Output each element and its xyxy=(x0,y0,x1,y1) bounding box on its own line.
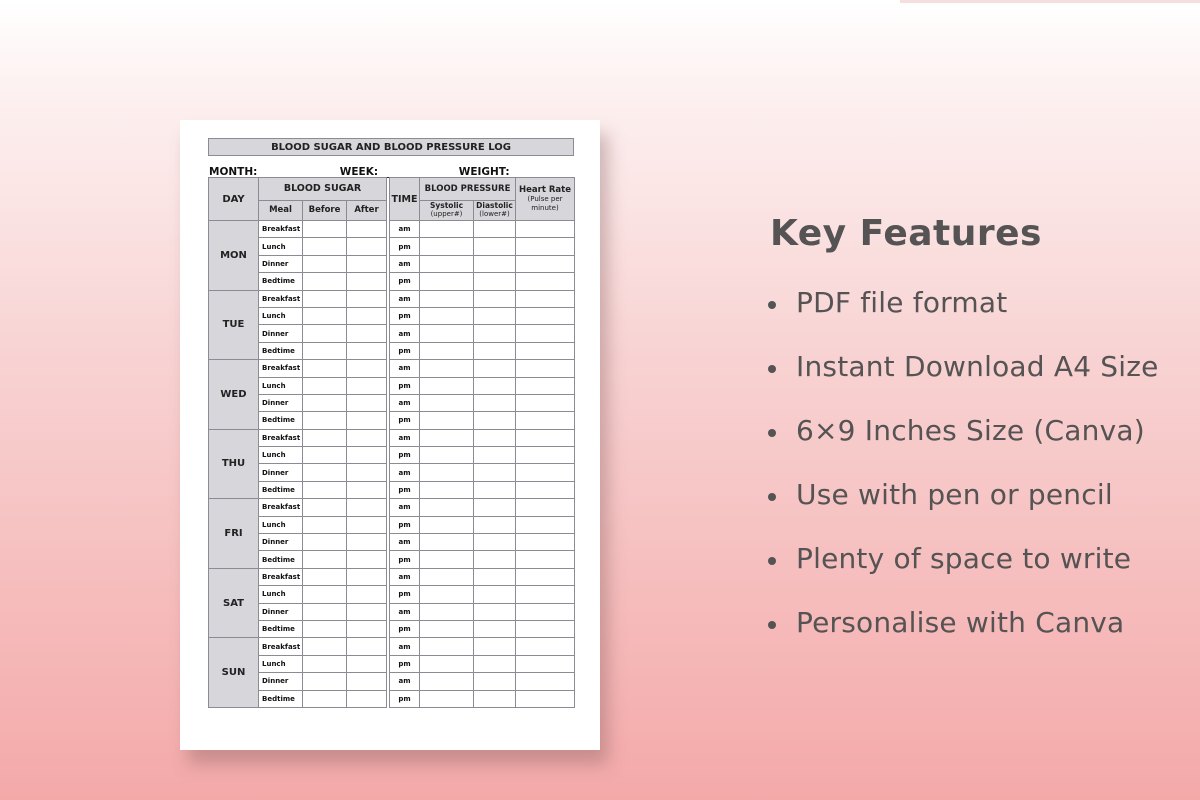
diastolic-cell[interactable] xyxy=(474,603,516,620)
sugar-after-cell[interactable] xyxy=(347,447,387,464)
meal-label: Breakfast xyxy=(259,221,303,238)
time-label: pm xyxy=(390,481,420,498)
time-label: am xyxy=(390,255,420,272)
systolic-cell[interactable] xyxy=(420,551,474,568)
feature-text: PDF file format xyxy=(796,286,1008,319)
sugar-after-cell[interactable] xyxy=(347,534,387,551)
feature-text: Plenty of space to write xyxy=(796,542,1132,575)
log-title: BLOOD SUGAR AND BLOOD PRESSURE LOG xyxy=(208,138,574,156)
sugar-before-cell[interactable] xyxy=(303,638,347,655)
meal-label: Bedtime xyxy=(259,412,303,429)
sugar-before-cell[interactable] xyxy=(303,551,347,568)
diastolic-cell[interactable] xyxy=(474,221,516,238)
log-row xyxy=(209,221,575,238)
feature-text: 6×9 Inches Size (Canva) xyxy=(796,414,1145,447)
log-row xyxy=(209,290,575,307)
header-blood-pressure: BLOOD PRESSURE xyxy=(420,178,516,201)
diastolic-cell[interactable] xyxy=(474,620,516,637)
systolic-cell[interactable] xyxy=(420,586,474,603)
heart-rate-cell[interactable] xyxy=(516,394,575,411)
feature-text: Use with pen or pencil xyxy=(796,478,1113,511)
header-systolic xyxy=(420,200,474,220)
heart-rate-cell[interactable] xyxy=(516,238,575,255)
sugar-after-cell[interactable] xyxy=(347,377,387,394)
heart-rate-cell[interactable] xyxy=(516,481,575,498)
meal-label: Lunch xyxy=(259,238,303,255)
log-row xyxy=(209,273,575,290)
systolic-cell[interactable] xyxy=(420,481,474,498)
systolic-cell[interactable] xyxy=(420,360,474,377)
heart-rate-cell[interactable] xyxy=(516,290,575,307)
diastolic-cell[interactable] xyxy=(474,238,516,255)
heart-rate-cell[interactable] xyxy=(516,429,575,446)
sugar-after-cell[interactable] xyxy=(347,255,387,272)
diastolic-cell[interactable] xyxy=(474,568,516,585)
feature-item xyxy=(768,350,1159,414)
sugar-after-cell[interactable] xyxy=(347,221,387,238)
header-systolic-sub: (upper#) xyxy=(430,210,463,219)
sugar-after-cell[interactable] xyxy=(347,655,387,672)
meal-label: Bedtime xyxy=(259,690,303,707)
time-label: am xyxy=(390,290,420,307)
sugar-after-cell[interactable] xyxy=(347,516,387,533)
time-label: pm xyxy=(390,307,420,324)
sugar-after-cell[interactable] xyxy=(347,673,387,690)
sugar-before-cell[interactable] xyxy=(303,655,347,672)
diastolic-cell[interactable] xyxy=(474,255,516,272)
log-row xyxy=(209,360,575,377)
heart-rate-cell[interactable] xyxy=(516,568,575,585)
systolic-cell[interactable] xyxy=(420,255,474,272)
sugar-after-cell[interactable] xyxy=(347,429,387,446)
header-heart-rate-label: Heart Rate xyxy=(519,185,571,195)
meal-label: Lunch xyxy=(259,307,303,324)
heart-rate-cell[interactable] xyxy=(516,273,575,290)
log-row xyxy=(209,429,575,446)
systolic-cell[interactable] xyxy=(420,603,474,620)
key-features-title: Key Features xyxy=(770,213,1042,254)
header-time: TIME xyxy=(390,178,420,221)
sugar-before-cell[interactable] xyxy=(303,221,347,238)
systolic-cell[interactable] xyxy=(420,499,474,516)
diastolic-cell[interactable] xyxy=(474,655,516,672)
meal-label: Dinner xyxy=(259,394,303,411)
log-row xyxy=(209,620,575,637)
key-features-list xyxy=(768,286,1159,670)
sugar-before-cell[interactable] xyxy=(303,464,347,481)
day-label: TUE xyxy=(209,290,259,360)
meal-label: Breakfast xyxy=(259,429,303,446)
feature-item xyxy=(768,478,1159,542)
diastolic-cell[interactable] xyxy=(474,516,516,533)
header-heart-rate xyxy=(516,178,575,221)
sugar-after-cell[interactable] xyxy=(347,325,387,342)
log-row xyxy=(209,499,575,516)
sugar-before-cell[interactable] xyxy=(303,394,347,411)
heart-rate-cell[interactable] xyxy=(516,325,575,342)
meal-label: Bedtime xyxy=(259,273,303,290)
feature-item xyxy=(768,286,1159,350)
sugar-after-cell[interactable] xyxy=(347,551,387,568)
sugar-after-cell[interactable] xyxy=(347,307,387,324)
meal-label: Lunch xyxy=(259,516,303,533)
time-label: am xyxy=(390,534,420,551)
diastolic-cell[interactable] xyxy=(474,447,516,464)
time-label: am xyxy=(390,673,420,690)
header-day: DAY xyxy=(209,178,259,221)
sugar-before-cell[interactable] xyxy=(303,499,347,516)
diastolic-cell[interactable] xyxy=(474,325,516,342)
systolic-cell[interactable] xyxy=(420,429,474,446)
log-row xyxy=(209,342,575,359)
sugar-after-cell[interactable] xyxy=(347,499,387,516)
sugar-before-cell[interactable] xyxy=(303,273,347,290)
heart-rate-cell[interactable] xyxy=(516,499,575,516)
diastolic-cell[interactable] xyxy=(474,690,516,707)
diastolic-cell[interactable] xyxy=(474,412,516,429)
sugar-before-cell[interactable] xyxy=(303,412,347,429)
meal-label: Dinner xyxy=(259,673,303,690)
bullet-icon xyxy=(768,429,776,437)
time-label: pm xyxy=(390,620,420,637)
sugar-before-cell[interactable] xyxy=(303,447,347,464)
sugar-after-cell[interactable] xyxy=(347,690,387,707)
sugar-after-cell[interactable] xyxy=(347,638,387,655)
systolic-cell[interactable] xyxy=(420,325,474,342)
sugar-before-cell[interactable] xyxy=(303,481,347,498)
sugar-before-cell[interactable] xyxy=(303,586,347,603)
sugar-before-cell[interactable] xyxy=(303,568,347,585)
heart-rate-cell[interactable] xyxy=(516,377,575,394)
diastolic-cell[interactable] xyxy=(474,464,516,481)
meal-label: Dinner xyxy=(259,603,303,620)
time-label: pm xyxy=(390,238,420,255)
sugar-before-cell[interactable] xyxy=(303,516,347,533)
diastolic-cell[interactable] xyxy=(474,360,516,377)
heart-rate-cell[interactable] xyxy=(516,551,575,568)
time-label: am xyxy=(390,499,420,516)
log-row xyxy=(209,534,575,551)
systolic-cell[interactable] xyxy=(420,638,474,655)
log-row xyxy=(209,551,575,568)
log-row xyxy=(209,655,575,672)
heart-rate-cell[interactable] xyxy=(516,307,575,324)
diastolic-cell[interactable] xyxy=(474,394,516,411)
log-row xyxy=(209,516,575,533)
time-label: pm xyxy=(390,377,420,394)
diastolic-cell[interactable] xyxy=(474,499,516,516)
systolic-cell[interactable] xyxy=(420,377,474,394)
diastolic-cell[interactable] xyxy=(474,551,516,568)
diastolic-cell[interactable] xyxy=(474,429,516,446)
time-label: pm xyxy=(390,655,420,672)
diastolic-cell[interactable] xyxy=(474,273,516,290)
systolic-cell[interactable] xyxy=(420,620,474,637)
systolic-cell[interactable] xyxy=(420,516,474,533)
diastolic-cell[interactable] xyxy=(474,638,516,655)
sugar-before-cell[interactable] xyxy=(303,342,347,359)
day-label: SUN xyxy=(209,638,259,708)
systolic-cell[interactable] xyxy=(420,568,474,585)
bullet-icon xyxy=(768,621,776,629)
log-row xyxy=(209,586,575,603)
systolic-cell[interactable] xyxy=(420,307,474,324)
heart-rate-cell[interactable] xyxy=(516,620,575,637)
diastolic-cell[interactable] xyxy=(474,307,516,324)
systolic-cell[interactable] xyxy=(420,290,474,307)
diastolic-cell[interactable] xyxy=(474,342,516,359)
meal-label: Lunch xyxy=(259,586,303,603)
heart-rate-cell[interactable] xyxy=(516,464,575,481)
log-row xyxy=(209,255,575,272)
sugar-after-cell[interactable] xyxy=(347,412,387,429)
heart-rate-cell[interactable] xyxy=(516,638,575,655)
meal-label: Breakfast xyxy=(259,360,303,377)
time-label: am xyxy=(390,568,420,585)
header-heart-rate-sub: (Pulse per minute) xyxy=(527,195,563,212)
meal-label: Dinner xyxy=(259,255,303,272)
log-row xyxy=(209,638,575,655)
sugar-after-cell[interactable] xyxy=(347,342,387,359)
time-label: am xyxy=(390,221,420,238)
heart-rate-cell[interactable] xyxy=(516,690,575,707)
sugar-before-cell[interactable] xyxy=(303,534,347,551)
meal-label: Breakfast xyxy=(259,568,303,585)
sugar-before-cell[interactable] xyxy=(303,290,347,307)
week-label: WEEK: xyxy=(339,166,379,178)
heart-rate-cell[interactable] xyxy=(516,655,575,672)
heart-rate-cell[interactable] xyxy=(516,342,575,359)
sugar-before-cell[interactable] xyxy=(303,690,347,707)
heart-rate-cell[interactable] xyxy=(516,360,575,377)
diastolic-cell[interactable] xyxy=(474,481,516,498)
log-row xyxy=(209,394,575,411)
meal-label: Bedtime xyxy=(259,551,303,568)
sugar-after-cell[interactable] xyxy=(347,464,387,481)
heart-rate-cell[interactable] xyxy=(516,534,575,551)
log-row xyxy=(209,481,575,498)
meal-label: Breakfast xyxy=(259,499,303,516)
time-label: pm xyxy=(390,586,420,603)
log-table xyxy=(208,177,575,708)
systolic-cell[interactable] xyxy=(420,221,474,238)
systolic-cell[interactable] xyxy=(420,447,474,464)
diastolic-cell[interactable] xyxy=(474,673,516,690)
feature-text: Instant Download A4 Size xyxy=(796,350,1159,383)
sugar-before-cell[interactable] xyxy=(303,238,347,255)
systolic-cell[interactable] xyxy=(420,534,474,551)
sugar-after-cell[interactable] xyxy=(347,620,387,637)
sugar-after-cell[interactable] xyxy=(347,394,387,411)
diastolic-cell[interactable] xyxy=(474,586,516,603)
diastolic-cell[interactable] xyxy=(474,534,516,551)
top-decor-strip xyxy=(900,0,1200,3)
systolic-cell[interactable] xyxy=(420,238,474,255)
time-label: pm xyxy=(390,551,420,568)
time-label: pm xyxy=(390,342,420,359)
log-row xyxy=(209,377,575,394)
sugar-before-cell[interactable] xyxy=(303,620,347,637)
header-before: Before xyxy=(303,200,347,220)
time-label: pm xyxy=(390,516,420,533)
systolic-cell[interactable] xyxy=(420,655,474,672)
diastolic-cell[interactable] xyxy=(474,377,516,394)
heart-rate-cell[interactable] xyxy=(516,516,575,533)
bullet-icon xyxy=(768,365,776,373)
bullet-icon xyxy=(768,301,776,309)
time-label: am xyxy=(390,360,420,377)
sugar-after-cell[interactable] xyxy=(347,360,387,377)
day-label: WED xyxy=(209,360,259,430)
time-label: am xyxy=(390,638,420,655)
heart-rate-cell[interactable] xyxy=(516,603,575,620)
meal-label: Dinner xyxy=(259,534,303,551)
time-label: pm xyxy=(390,412,420,429)
meal-label: Dinner xyxy=(259,464,303,481)
systolic-cell[interactable] xyxy=(420,412,474,429)
systolic-cell[interactable] xyxy=(420,690,474,707)
heart-rate-cell[interactable] xyxy=(516,586,575,603)
systolic-cell[interactable] xyxy=(420,394,474,411)
time-label: am xyxy=(390,464,420,481)
header-diastolic-sub: (lower#) xyxy=(479,210,510,219)
log-row xyxy=(209,447,575,464)
diastolic-cell[interactable] xyxy=(474,290,516,307)
log-row xyxy=(209,412,575,429)
bullet-icon xyxy=(768,557,776,565)
time-label: am xyxy=(390,394,420,411)
meal-label: Lunch xyxy=(259,377,303,394)
time-label: pm xyxy=(390,690,420,707)
heart-rate-cell[interactable] xyxy=(516,255,575,272)
sugar-before-cell[interactable] xyxy=(303,360,347,377)
meal-label: Bedtime xyxy=(259,481,303,498)
weight-label: WEIGHT: xyxy=(458,166,510,178)
feature-item xyxy=(768,542,1159,606)
sugar-after-cell[interactable] xyxy=(347,273,387,290)
sugar-after-cell[interactable] xyxy=(347,238,387,255)
log-row xyxy=(209,238,575,255)
day-label: THU xyxy=(209,429,259,499)
header-systolic-label: Systolic xyxy=(429,201,464,211)
header-diastolic-label: Diastolic xyxy=(476,201,513,211)
time-label: am xyxy=(390,603,420,620)
systolic-cell[interactable] xyxy=(420,273,474,290)
sugar-before-cell[interactable] xyxy=(303,255,347,272)
meal-label: Lunch xyxy=(259,447,303,464)
sugar-before-cell[interactable] xyxy=(303,377,347,394)
meal-label: Breakfast xyxy=(259,290,303,307)
sugar-after-cell[interactable] xyxy=(347,481,387,498)
header-blood-sugar: BLOOD SUGAR xyxy=(259,178,387,201)
meal-label: Breakfast xyxy=(259,638,303,655)
heart-rate-cell[interactable] xyxy=(516,412,575,429)
systolic-cell[interactable] xyxy=(420,464,474,481)
day-label: MON xyxy=(209,221,259,291)
day-label: SAT xyxy=(209,568,259,638)
sugar-after-cell[interactable] xyxy=(347,568,387,585)
time-label: am xyxy=(390,325,420,342)
feature-text: Personalise with Canva xyxy=(796,606,1125,639)
log-row xyxy=(209,690,575,707)
sugar-after-cell[interactable] xyxy=(347,586,387,603)
sugar-after-cell[interactable] xyxy=(347,603,387,620)
log-row xyxy=(209,464,575,481)
log-meta-line xyxy=(209,162,575,178)
sugar-before-cell[interactable] xyxy=(303,325,347,342)
sugar-before-cell[interactable] xyxy=(303,673,347,690)
meal-label: Dinner xyxy=(259,325,303,342)
meal-label: Lunch xyxy=(259,655,303,672)
month-label: MONTH: xyxy=(209,166,258,178)
heart-rate-cell[interactable] xyxy=(516,221,575,238)
meal-label: Bedtime xyxy=(259,342,303,359)
feature-item xyxy=(768,414,1159,478)
sugar-before-cell[interactable] xyxy=(303,603,347,620)
header-after: After xyxy=(347,200,387,220)
feature-item xyxy=(768,606,1159,670)
log-row xyxy=(209,673,575,690)
log-sheet-preview xyxy=(180,120,600,750)
time-label: pm xyxy=(390,273,420,290)
systolic-cell[interactable] xyxy=(420,673,474,690)
log-row xyxy=(209,307,575,324)
systolic-cell[interactable] xyxy=(420,342,474,359)
bullet-icon xyxy=(768,493,776,501)
log-row xyxy=(209,568,575,585)
day-label: FRI xyxy=(209,499,259,569)
header-meal: Meal xyxy=(259,200,303,220)
sugar-after-cell[interactable] xyxy=(347,290,387,307)
time-label: pm xyxy=(390,447,420,464)
sugar-before-cell[interactable] xyxy=(303,307,347,324)
heart-rate-cell[interactable] xyxy=(516,673,575,690)
time-label: am xyxy=(390,429,420,446)
sugar-before-cell[interactable] xyxy=(303,429,347,446)
meal-label: Bedtime xyxy=(259,620,303,637)
header-diastolic xyxy=(474,200,516,220)
log-row xyxy=(209,325,575,342)
log-row xyxy=(209,603,575,620)
heart-rate-cell[interactable] xyxy=(516,447,575,464)
